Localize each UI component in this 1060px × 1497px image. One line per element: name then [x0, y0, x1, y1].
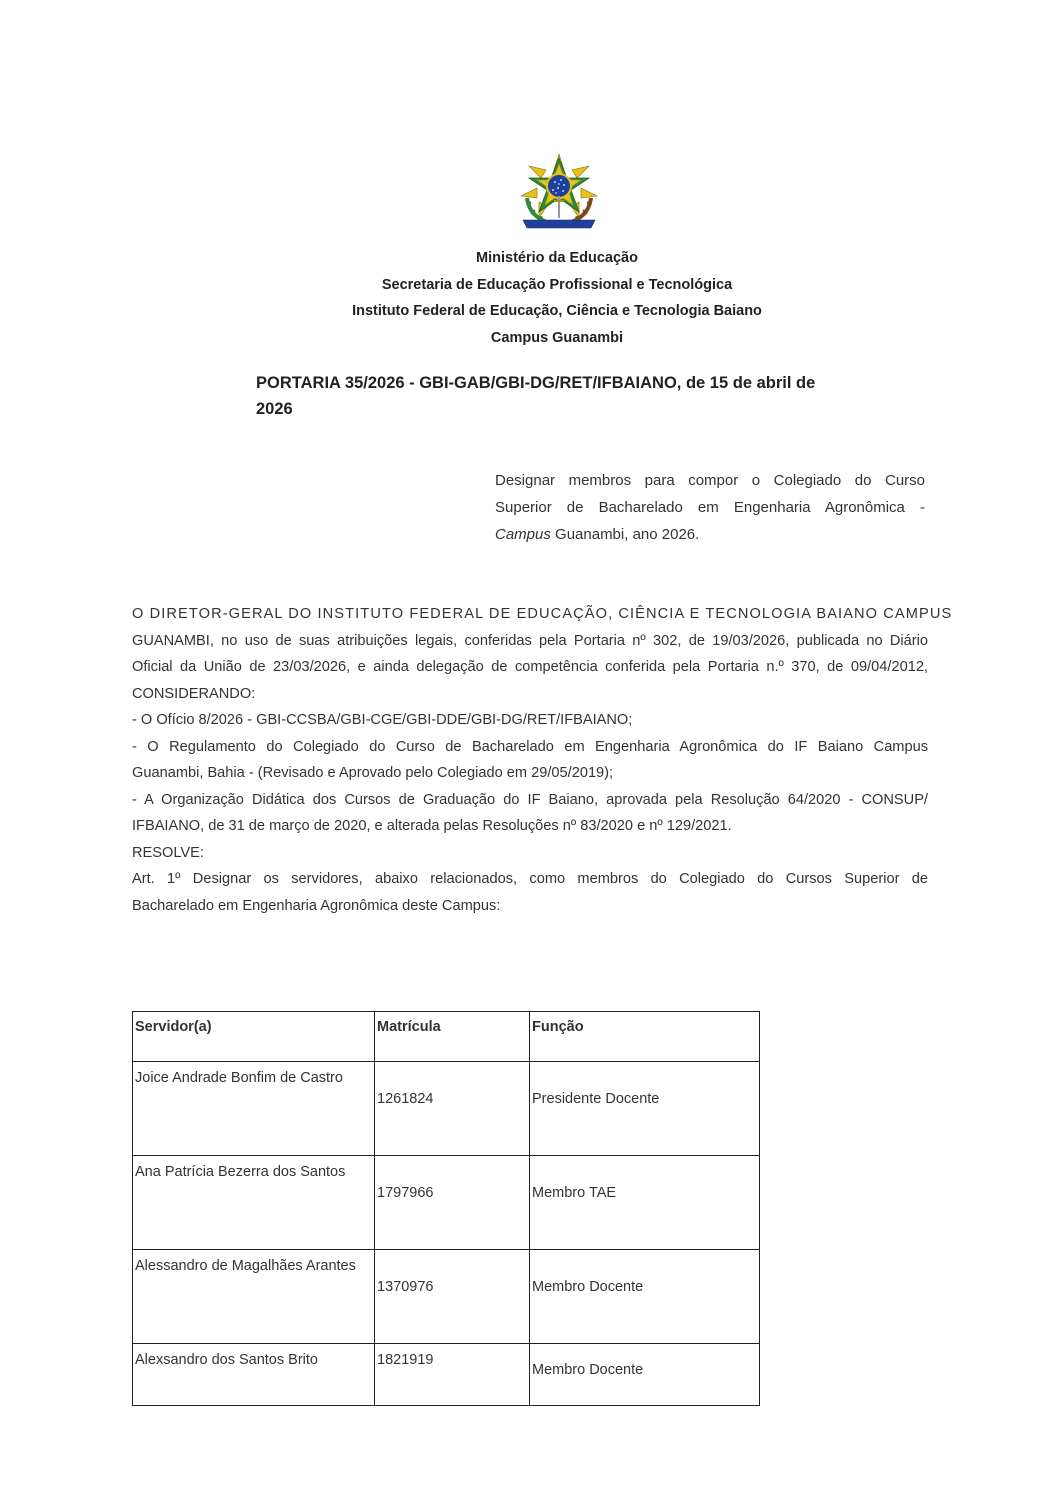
title-line-2: 2026 — [256, 400, 293, 418]
header-institute: Instituto Federal de Educação, Ciência e Tecnologia Baiano — [352, 303, 762, 319]
document-body — [132, 601, 953, 919]
body-line: - A Organização Didática dos Cursos de Graduação do IF Baiano, aprovada pela Resolução 64/2020 - CONSUP/ — [132, 791, 928, 808]
body-line: CONSIDERANDO: — [132, 685, 256, 702]
header-servidor: Servidor(a) — [133, 1012, 375, 1062]
cell-registration: 1370976 — [375, 1250, 530, 1344]
body-line: Art. 1º Designar os servidores, abaixo relacionados, como membros do Colegiado do Cursos Superior de — [132, 871, 928, 887]
summary-line-1: Designar membros para compor o Colegiado do Curso — [495, 472, 925, 489]
body-line: GUANAMBI, no uso de suas atribuições legais, conferidas pela Portaria nº 302, de 19/03/2026, publicada no Diário — [132, 632, 928, 649]
header-campus: Campus Guanambi — [490, 329, 624, 346]
summary-line-3-rest: Guanambi, ano 2026. — [550, 526, 700, 543]
members-table — [132, 1011, 760, 1406]
institution-header — [0, 245, 1060, 351]
table-row — [133, 1062, 760, 1156]
coat-of-arms-emblem — [517, 152, 601, 232]
cell-name: Ana Patrícia Bezerra dos Santos — [133, 1156, 375, 1250]
cell-name: Joice Andrade Bonfim de Castro — [133, 1062, 375, 1156]
header-secretariat: Secretaria de Educação Profissional e Tecnológica — [381, 276, 733, 293]
cell-registration: 1797966 — [375, 1156, 530, 1250]
table-header-row — [133, 1012, 760, 1062]
table-row — [133, 1156, 760, 1250]
body-line: Bacharelado em Engenharia Agronômica deste Campus: — [132, 897, 501, 914]
body-line: Guanambi, Bahia - (Revisado e Aprovado pelo Colegiado em 29/05/2019); — [132, 765, 614, 781]
title-line-1: PORTARIA 35/2026 - GBI-GAB/GBI-DG/RET/IFBAIANO, de 15 de abril de — [256, 374, 816, 392]
body-line: IFBAIANO, de 31 de março de 2020, e alterada pelas Resoluções nº 83/2020 e nº 129/2021. — [132, 818, 732, 834]
cell-role: Membro Docente — [530, 1344, 760, 1406]
body-line: - O Regulamento do Colegiado do Curso de Bacharelado em Engenharia Agronômica do IF Baiano Campus — [132, 738, 928, 755]
header-funcao: Função — [530, 1012, 760, 1062]
body-line: - O Ofício 8/2026 - GBI-CCSBA/GBI-CGE/GBI-DDE/GBI-DG/RET/IFBAIANO; — [132, 712, 633, 728]
cell-registration: 1261824 — [375, 1062, 530, 1156]
cell-role: Membro TAE — [530, 1156, 760, 1250]
cell-registration: 1821919 — [375, 1344, 530, 1406]
cell-role: Presidente Docente — [530, 1062, 760, 1156]
summary-block — [495, 467, 925, 548]
cell-name: Alexsandro dos Santos Brito — [133, 1344, 375, 1406]
header-matricula: Matrícula — [375, 1012, 530, 1062]
table-row — [133, 1344, 760, 1406]
table-row — [133, 1250, 760, 1344]
body-line: O DIRETOR-GERAL DO INSTITUTO FEDERAL DE EDUCAÇÃO, CIÊNCIA E TECNOLOGIA BAIANO CAMPUS — [132, 606, 953, 622]
header-ministry: Ministério da Educação — [476, 250, 638, 266]
cell-name: Alessandro de Magalhães Arantes — [133, 1250, 375, 1344]
body-line: Oficial da União de 23/03/2026, e ainda delegação de competência conferida pela Portaria n.º 370, de 09/04/2012, — [132, 659, 928, 675]
cell-role: Membro Docente — [530, 1250, 760, 1344]
document-title — [256, 370, 856, 422]
summary-campus-italic: Campus — [495, 526, 551, 543]
summary-line-2: Superior de Bacharelado em Engenharia Agronômica - — [495, 499, 925, 516]
body-line: RESOLVE: — [132, 844, 204, 861]
summary-line-3 — [495, 521, 925, 548]
